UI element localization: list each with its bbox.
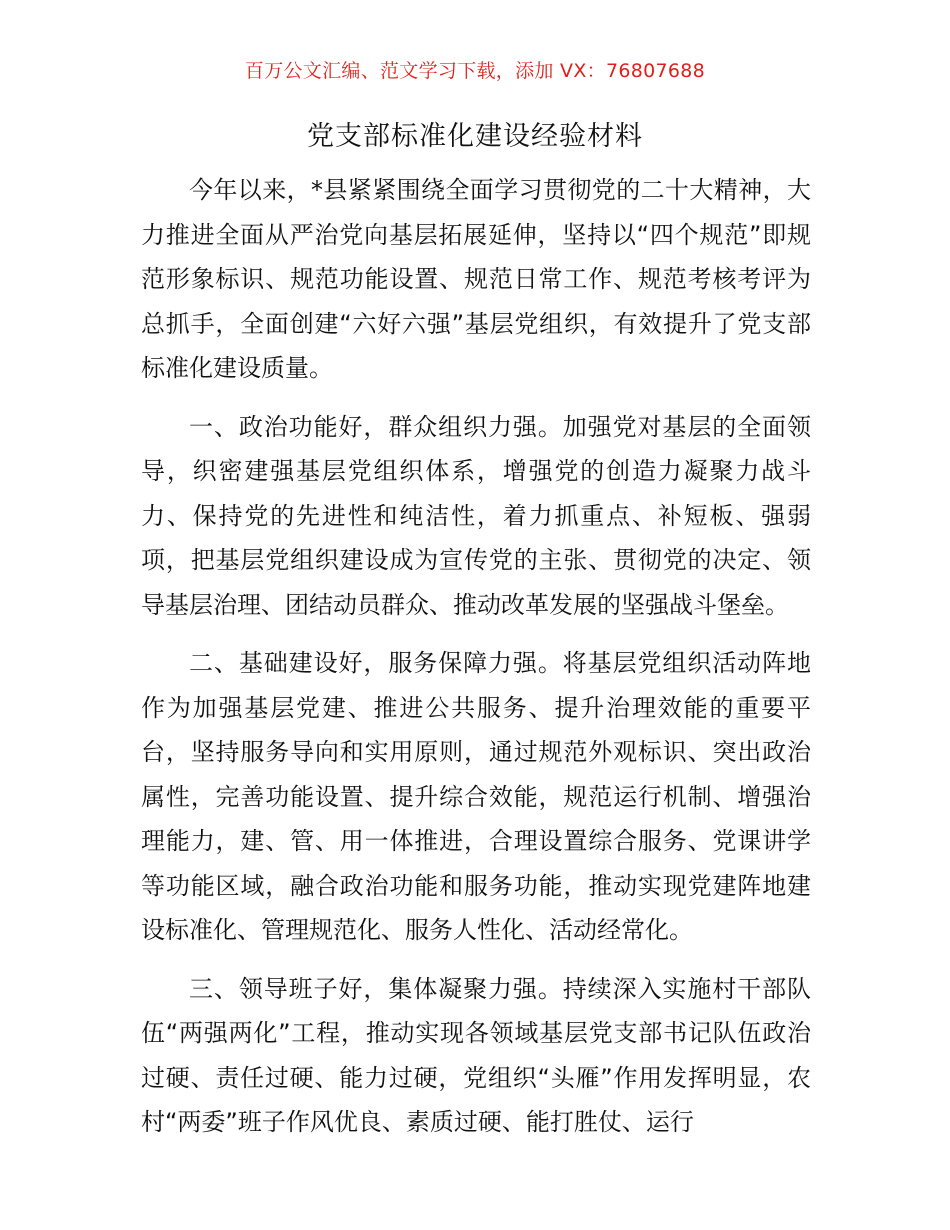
document-body bbox=[141, 168, 811, 1145]
document-title: 党支部标准化建设经验材料 bbox=[307, 121, 643, 152]
paragraph-section-3: 三、领导班子好，集体凝聚力强。持续深入实施村干部队伍“两强两化”工程，推动实现各领域基层党支部书记队伍政治过硬、责任过硬、能力过硬，党组织“头雁”作用发挥明显，农村“两委”班子作风优良、素质过硬、能打胜仗、运行 bbox=[141, 974, 811, 1136]
paragraph-section-1: 一、政治功能好，群众组织力强。加强党对基层的全面领导，织密建强基层党组织体系，增强党的创造力凝聚力战斗力、保持党的先进性和纯洁性，着力抓重点、补短板、强弱项，把基层党组织建设成为宣传党的主张、贯彻党的决定、领导基层治理、团结动员群众、推动改革发展的坚强战斗堡垒。 bbox=[141, 412, 811, 619]
header-note: 百万公文汇编、范文学习下载，添加 VX：76807688 bbox=[244, 60, 706, 82]
paragraph-intro: 今年以来，*县紧紧围绕全面学习贯彻党的二十大精神，大力推进全面从严治党向基层拓展延伸，坚持以“四个规范”即规范形象标识、规范功能设置、规范日常工作、规范考核考评为总抓手，全面创建“六好六强”基层党组织，有效提升了党支部标准化建设质量。 bbox=[141, 176, 811, 382]
paragraph-section-2: 二、基础建设好，服务保障力强。将基层党组织活动阵地作为加强基层党建、推进公共服务、提升治理效能的重要平台，坚持服务导向和实用原则，通过规范外观标识、突出政治属性，完善功能设置、提升综合效能，规范运行机制、增强治理能力，建、管、用一体推进，合理设置综合服务、党课讲学等功能区域，融合政治功能和服务功能，推动实现党建阵地建设标准化、管理规范化、服务人性化、活动经常化。 bbox=[141, 649, 811, 944]
